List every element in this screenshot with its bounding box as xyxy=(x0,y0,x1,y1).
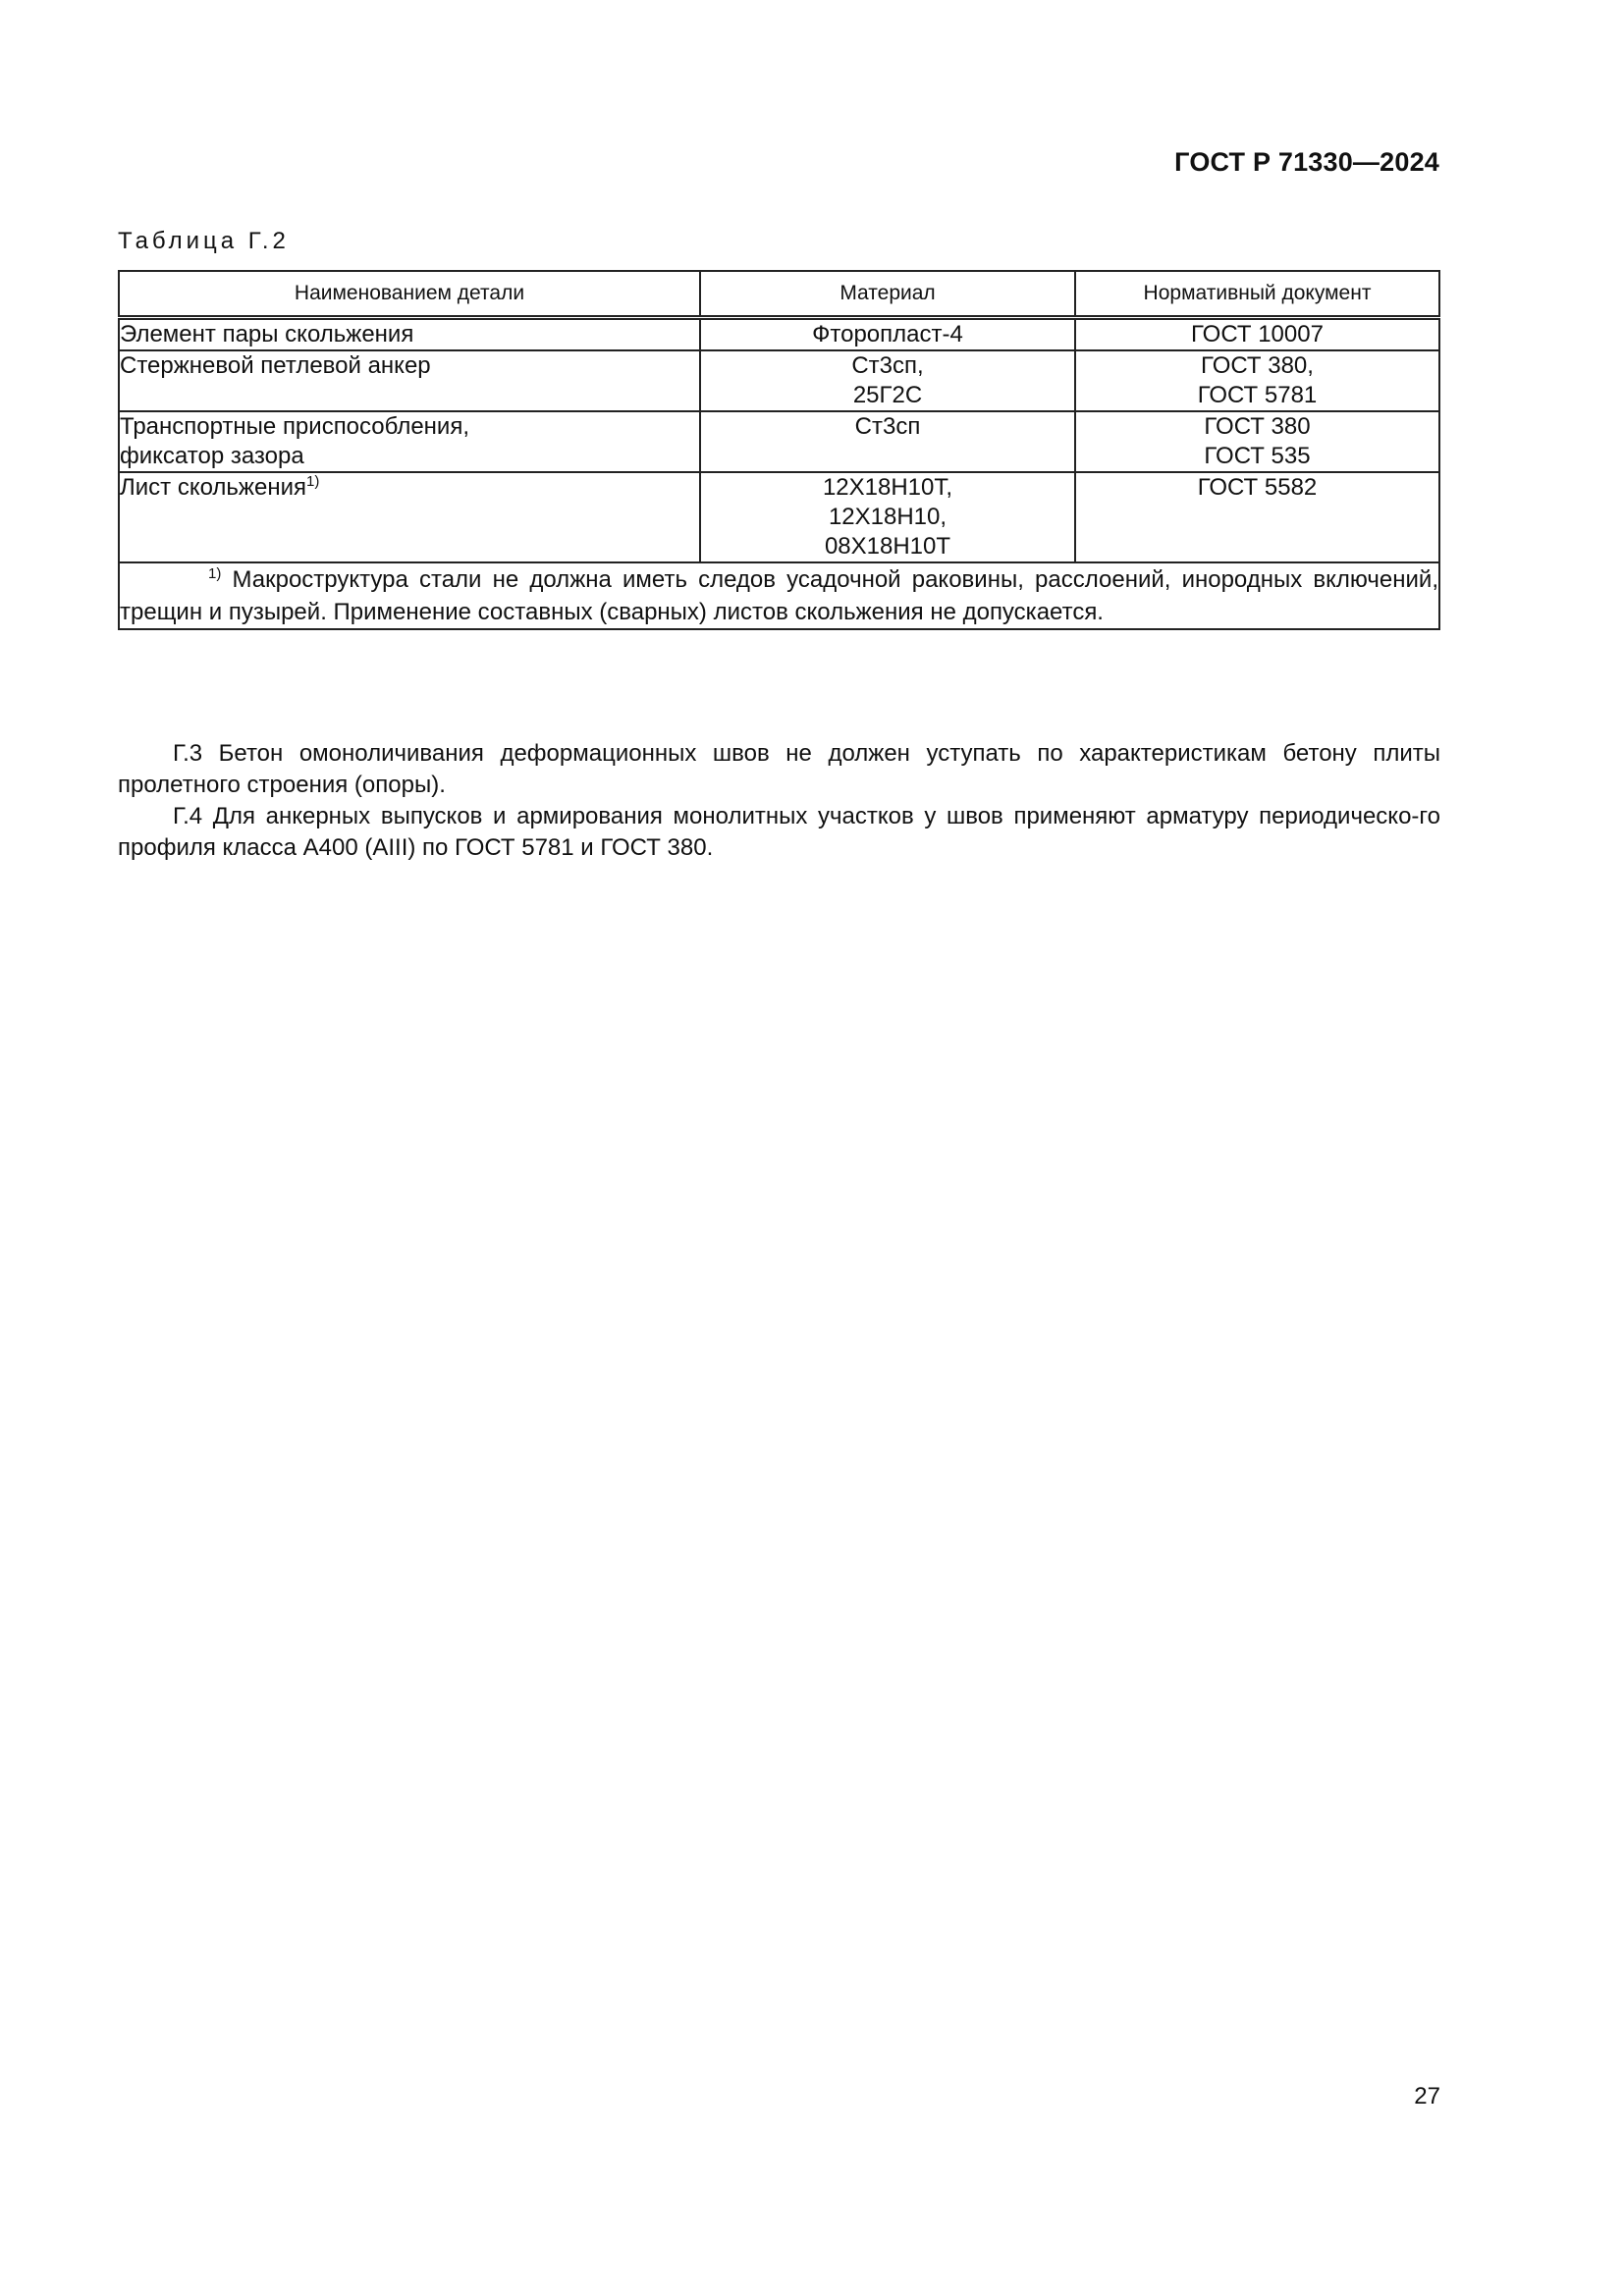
cell-document xyxy=(1075,472,1439,562)
footnote-text: Макроструктура стали не должна иметь следов усадочной раковины, расслоений, инородных включений, трещин и пузырей. Применение составных (сварных) листов скольжения не допускается. xyxy=(120,566,1438,625)
cell-document xyxy=(1075,411,1439,472)
table-row xyxy=(119,350,1439,411)
cell-line: 12Х18Н10, xyxy=(828,504,947,530)
table-footnote xyxy=(119,562,1439,629)
page-number: 27 xyxy=(1414,2083,1440,2109)
cell-line: Ст3сп xyxy=(854,413,921,440)
column-header-material: Материал xyxy=(700,271,1075,318)
specification-table xyxy=(118,270,1440,630)
cell-line: 12Х18Н10Т, xyxy=(822,474,953,501)
cell-line: ГОСТ 5781 xyxy=(1197,382,1318,408)
cell-part-name xyxy=(119,472,700,562)
cell-line: Ст3сп, xyxy=(851,352,924,379)
cell-material xyxy=(700,411,1075,472)
cell-line: 08Х18Н10Т xyxy=(824,533,951,560)
table-footnote-row xyxy=(119,562,1439,629)
cell-material xyxy=(700,472,1075,562)
cell-document xyxy=(1075,350,1439,411)
footnote-reference: 1) xyxy=(305,473,320,490)
cell-line: ГОСТ 5582 xyxy=(1197,474,1318,501)
paragraph-g4: Г.4 Для анкерных выпусков и армирования монолитных участков у швов применяют арматуру периодическо-го профиля класса А400 (AIII) по ГОСТ 5781 и ГОСТ 380. xyxy=(118,803,1440,861)
cell-line: Лист скольжения xyxy=(120,474,306,501)
cell-line: ГОСТ 535 xyxy=(1204,443,1311,469)
cell-line: фиксатор зазора xyxy=(120,443,304,469)
cell-line: Фторопласт-4 xyxy=(812,321,963,347)
cell-line: ГОСТ 10007 xyxy=(1191,321,1324,347)
footnote-mark: 1) xyxy=(208,565,222,582)
table-row xyxy=(119,472,1439,562)
column-header-document: Нормативный документ xyxy=(1075,271,1439,318)
cell-line: Стержневой петлевой анкер xyxy=(120,352,431,379)
cell-line: Элемент пары скольжения xyxy=(120,321,414,347)
cell-part-name xyxy=(119,411,700,472)
table-caption: Таблица Г.2 xyxy=(118,228,290,254)
cell-part-name xyxy=(119,350,700,411)
cell-line: Транспортные приспособления, xyxy=(120,413,469,440)
cell-line: ГОСТ 380 xyxy=(1204,413,1311,440)
table-header-row xyxy=(119,271,1439,318)
document-code: ГОСТ Р 71330—2024 xyxy=(1174,147,1439,177)
cell-material xyxy=(700,350,1075,411)
cell-material xyxy=(700,318,1075,351)
cell-line: 25Г2С xyxy=(852,382,923,408)
cell-part-name xyxy=(119,318,700,351)
paragraph-g3: Г.3 Бетон омоноличивания деформационных швов не должен уступать по характеристикам бетону плиты пролетного строения (опоры). xyxy=(118,740,1440,798)
cell-line: ГОСТ 380, xyxy=(1201,352,1314,379)
table-row xyxy=(119,318,1439,351)
cell-document xyxy=(1075,318,1439,351)
column-header-name: Наименованием детали xyxy=(119,271,700,318)
table-row xyxy=(119,411,1439,472)
